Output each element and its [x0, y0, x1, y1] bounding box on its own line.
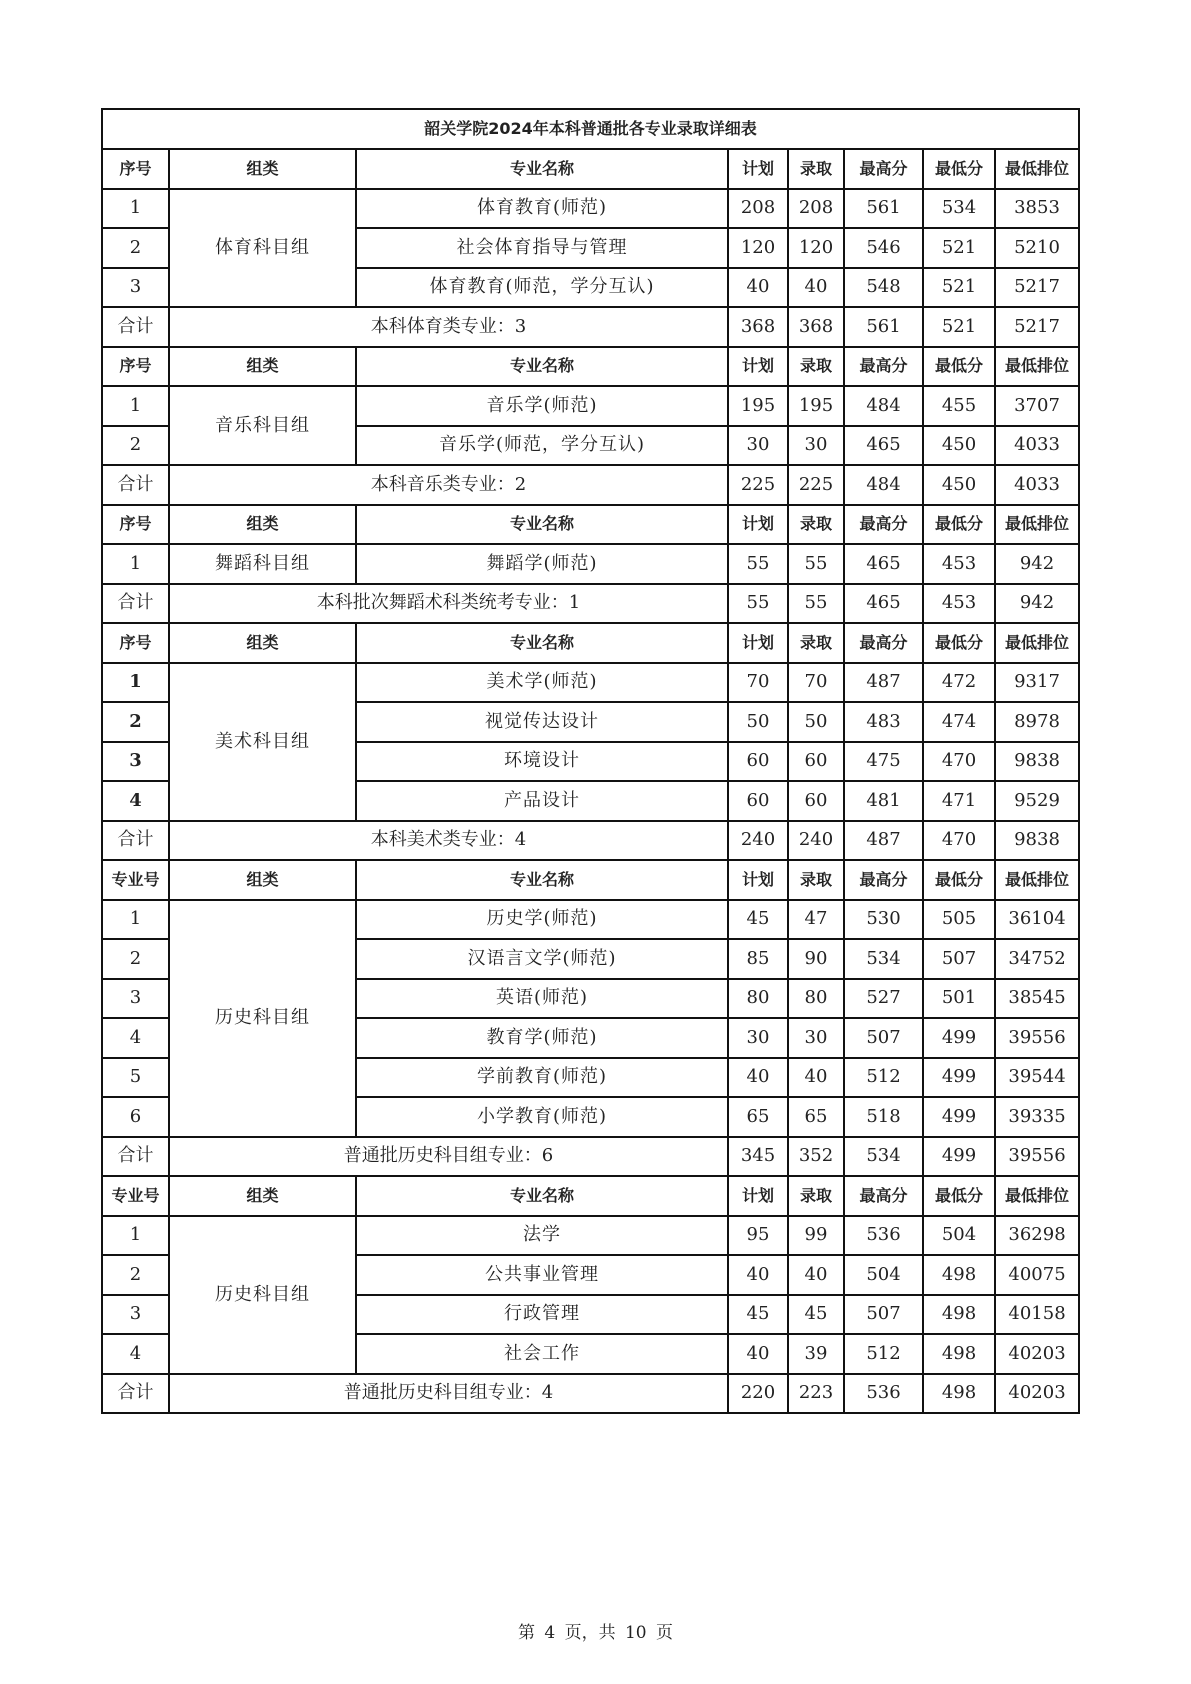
admit-header: 录取 — [788, 347, 844, 387]
row-number: 3 — [102, 1295, 169, 1335]
row-number: 1 — [102, 544, 169, 584]
major-name: 美术学(师范) — [356, 663, 728, 703]
plan-count: 30 — [728, 1018, 788, 1058]
row-number: 3 — [102, 268, 169, 308]
plan-header: 计划 — [728, 347, 788, 387]
min-rank: 5210 — [995, 228, 1079, 268]
row-number: 4 — [102, 1018, 169, 1058]
major-name: 历史学(师范) — [356, 900, 728, 940]
plan-count: 60 — [728, 742, 788, 782]
min-score: 507 — [923, 939, 995, 979]
total-max-score: 487 — [844, 821, 923, 861]
admit-count: 55 — [788, 544, 844, 584]
min-rank: 5217 — [995, 268, 1079, 308]
plan-count: 70 — [728, 663, 788, 703]
min-score: 501 — [923, 979, 995, 1019]
min-rank: 36104 — [995, 900, 1079, 940]
max-score: 481 — [844, 781, 923, 821]
plan-count: 85 — [728, 939, 788, 979]
admit-count: 40 — [788, 268, 844, 308]
total-plan: 240 — [728, 821, 788, 861]
total-description: 普通批历史科目组专业：6 — [169, 1137, 728, 1177]
table-title: 韶关学院2024年本科普通批各专业录取详细表 — [102, 109, 1079, 149]
min-score: 453 — [923, 544, 995, 584]
admit-count: 70 — [788, 663, 844, 703]
min-score: 474 — [923, 702, 995, 742]
min-score: 498 — [923, 1334, 995, 1374]
admit-count: 40 — [788, 1058, 844, 1098]
min-rank-header: 最低排位 — [995, 860, 1079, 900]
row-number: 2 — [102, 702, 169, 742]
total-admit: 368 — [788, 307, 844, 347]
plan-header: 计划 — [728, 149, 788, 189]
total-plan: 220 — [728, 1374, 788, 1414]
major-name: 学前教育(师范) — [356, 1058, 728, 1098]
min-rank: 38545 — [995, 979, 1079, 1019]
min-score-header: 最低分 — [923, 149, 995, 189]
group-name: 舞蹈科目组 — [169, 544, 356, 584]
min-rank: 39335 — [995, 1097, 1079, 1137]
min-score: 498 — [923, 1295, 995, 1335]
min-rank: 8978 — [995, 702, 1079, 742]
admit-header: 录取 — [788, 623, 844, 663]
max-score: 475 — [844, 742, 923, 782]
plan-header: 计划 — [728, 1176, 788, 1216]
table-row — [102, 900, 1079, 940]
total-description: 本科音乐类专业：2 — [169, 465, 728, 505]
min-rank: 34752 — [995, 939, 1079, 979]
major-name: 环境设计 — [356, 742, 728, 782]
plan-count: 55 — [728, 544, 788, 584]
min-score: 534 — [923, 189, 995, 229]
min-rank-header: 最低排位 — [995, 1176, 1079, 1216]
min-score: 504 — [923, 1216, 995, 1256]
max-score: 561 — [844, 189, 923, 229]
total-min-score: 521 — [923, 307, 995, 347]
row-number: 2 — [102, 426, 169, 466]
total-min-score: 498 — [923, 1374, 995, 1414]
major-name: 小学教育(师范) — [356, 1097, 728, 1137]
total-min-rank: 5217 — [995, 307, 1079, 347]
total-min-rank: 39556 — [995, 1137, 1079, 1177]
min-score: 498 — [923, 1255, 995, 1295]
min-score: 521 — [923, 268, 995, 308]
total-min-rank: 942 — [995, 584, 1079, 624]
group-header: 组类 — [169, 347, 356, 387]
max-score: 507 — [844, 1018, 923, 1058]
plan-count: 40 — [728, 1058, 788, 1098]
min-rank: 942 — [995, 544, 1079, 584]
min-rank: 39544 — [995, 1058, 1079, 1098]
min-rank: 3707 — [995, 386, 1079, 426]
min-score: 499 — [923, 1058, 995, 1098]
plan-count: 60 — [728, 781, 788, 821]
major-header: 专业名称 — [356, 347, 728, 387]
row-number: 4 — [102, 781, 169, 821]
max-score-header: 最高分 — [844, 149, 923, 189]
min-score-header: 最低分 — [923, 860, 995, 900]
admit-count: 208 — [788, 189, 844, 229]
total-admit: 223 — [788, 1374, 844, 1414]
min-rank-header: 最低排位 — [995, 623, 1079, 663]
major-name: 汉语言文学(师范) — [356, 939, 728, 979]
row-number: 1 — [102, 189, 169, 229]
min-rank: 4033 — [995, 426, 1079, 466]
min-rank-header: 最低排位 — [995, 347, 1079, 387]
total-min-rank: 9838 — [995, 821, 1079, 861]
plan-count: 45 — [728, 900, 788, 940]
plan-header: 计划 — [728, 505, 788, 545]
major-name: 教育学(师范) — [356, 1018, 728, 1058]
admit-count: 30 — [788, 1018, 844, 1058]
total-label: 合计 — [102, 1137, 169, 1177]
max-score: 527 — [844, 979, 923, 1019]
min-score-header: 最低分 — [923, 347, 995, 387]
total-row — [102, 1374, 1079, 1414]
min-score: 472 — [923, 663, 995, 703]
min-rank: 36298 — [995, 1216, 1079, 1256]
group-header: 组类 — [169, 149, 356, 189]
major-header: 专业名称 — [356, 860, 728, 900]
row-number: 1 — [102, 663, 169, 703]
max-score: 465 — [844, 426, 923, 466]
max-score: 512 — [844, 1058, 923, 1098]
total-plan: 368 — [728, 307, 788, 347]
plan-count: 30 — [728, 426, 788, 466]
admit-count: 30 — [788, 426, 844, 466]
plan-count: 65 — [728, 1097, 788, 1137]
admit-count: 65 — [788, 1097, 844, 1137]
major-name: 法学 — [356, 1216, 728, 1256]
total-label: 合计 — [102, 584, 169, 624]
plan-header: 计划 — [728, 623, 788, 663]
idx-header: 序号 — [102, 149, 169, 189]
major-header: 专业名称 — [356, 505, 728, 545]
total-plan: 225 — [728, 465, 788, 505]
total-row — [102, 465, 1079, 505]
group-name: 音乐科目组 — [169, 386, 356, 465]
major-name: 行政管理 — [356, 1295, 728, 1335]
max-score-header: 最高分 — [844, 347, 923, 387]
total-row — [102, 1137, 1079, 1177]
group-header: 组类 — [169, 623, 356, 663]
total-min-rank: 40203 — [995, 1374, 1079, 1414]
idx-header: 序号 — [102, 623, 169, 663]
min-rank: 39556 — [995, 1018, 1079, 1058]
max-score: 536 — [844, 1216, 923, 1256]
major-name: 音乐学(师范) — [356, 386, 728, 426]
row-number: 4 — [102, 1334, 169, 1374]
total-admit: 55 — [788, 584, 844, 624]
min-score: 450 — [923, 426, 995, 466]
total-min-score: 470 — [923, 821, 995, 861]
min-rank-header: 最低排位 — [995, 505, 1079, 545]
group-header: 组类 — [169, 1176, 356, 1216]
min-rank: 40075 — [995, 1255, 1079, 1295]
row-number: 5 — [102, 1058, 169, 1098]
max-score: 548 — [844, 268, 923, 308]
table-row — [102, 189, 1079, 229]
total-admit: 225 — [788, 465, 844, 505]
min-rank: 9317 — [995, 663, 1079, 703]
admit-count: 90 — [788, 939, 844, 979]
max-score: 465 — [844, 544, 923, 584]
major-name: 公共事业管理 — [356, 1255, 728, 1295]
total-min-score: 450 — [923, 465, 995, 505]
admit-count: 80 — [788, 979, 844, 1019]
plan-count: 40 — [728, 268, 788, 308]
admit-count: 47 — [788, 900, 844, 940]
row-number: 3 — [102, 979, 169, 1019]
min-rank-header: 最低排位 — [995, 149, 1079, 189]
min-rank: 9838 — [995, 742, 1079, 782]
major-name: 体育教育(师范，学分互认) — [356, 268, 728, 308]
min-score-header: 最低分 — [923, 1176, 995, 1216]
group-header: 组类 — [169, 860, 356, 900]
admit-count: 120 — [788, 228, 844, 268]
min-score: 471 — [923, 781, 995, 821]
admit-count: 40 — [788, 1255, 844, 1295]
max-score: 487 — [844, 663, 923, 703]
min-score: 455 — [923, 386, 995, 426]
total-row — [102, 821, 1079, 861]
idx-header: 专业号 — [102, 860, 169, 900]
row-number: 6 — [102, 1097, 169, 1137]
total-description: 本科批次舞蹈术科类统考专业：1 — [169, 584, 728, 624]
min-score: 521 — [923, 228, 995, 268]
page-number: 第 4 页，共 10 页 — [517, 1623, 674, 1643]
major-header: 专业名称 — [356, 623, 728, 663]
total-admit: 240 — [788, 821, 844, 861]
max-score: 518 — [844, 1097, 923, 1137]
plan-count: 208 — [728, 189, 788, 229]
min-score: 499 — [923, 1097, 995, 1137]
max-score: 530 — [844, 900, 923, 940]
admit-count: 60 — [788, 742, 844, 782]
group-name: 美术科目组 — [169, 663, 356, 821]
total-row — [102, 584, 1079, 624]
total-description: 本科美术类专业：4 — [169, 821, 728, 861]
table-row — [102, 1216, 1079, 1256]
min-score: 499 — [923, 1018, 995, 1058]
max-score: 512 — [844, 1334, 923, 1374]
admit-header: 录取 — [788, 505, 844, 545]
major-name: 视觉传达设计 — [356, 702, 728, 742]
max-score: 483 — [844, 702, 923, 742]
section-header-row — [102, 623, 1079, 663]
admit-count: 99 — [788, 1216, 844, 1256]
total-row — [102, 307, 1079, 347]
major-name: 音乐学(师范，学分互认) — [356, 426, 728, 466]
admit-header: 录取 — [788, 860, 844, 900]
table-row — [102, 386, 1079, 426]
row-number: 1 — [102, 386, 169, 426]
group-name: 历史科目组 — [169, 900, 356, 1137]
major-name: 体育教育(师范) — [356, 189, 728, 229]
admit-count: 45 — [788, 1295, 844, 1335]
table-row — [102, 544, 1079, 584]
max-score: 504 — [844, 1255, 923, 1295]
section-header-row — [102, 149, 1079, 189]
plan-count: 40 — [728, 1334, 788, 1374]
plan-count: 120 — [728, 228, 788, 268]
group-header: 组类 — [169, 505, 356, 545]
max-score: 534 — [844, 939, 923, 979]
total-description: 普通批历史科目组专业：4 — [169, 1374, 728, 1414]
total-label: 合计 — [102, 307, 169, 347]
table-row — [102, 663, 1079, 703]
idx-header: 序号 — [102, 505, 169, 545]
total-description: 本科体育类专业：3 — [169, 307, 728, 347]
section-header-row — [102, 347, 1079, 387]
total-plan: 345 — [728, 1137, 788, 1177]
group-name: 体育科目组 — [169, 189, 356, 308]
row-number: 3 — [102, 742, 169, 782]
admission-table — [101, 108, 1080, 1414]
plan-count: 45 — [728, 1295, 788, 1335]
min-score-header: 最低分 — [923, 623, 995, 663]
max-score: 507 — [844, 1295, 923, 1335]
group-name: 历史科目组 — [169, 1216, 356, 1374]
row-number: 2 — [102, 228, 169, 268]
max-score-header: 最高分 — [844, 860, 923, 900]
max-score-header: 最高分 — [844, 1176, 923, 1216]
total-label: 合计 — [102, 1374, 169, 1414]
admit-count: 39 — [788, 1334, 844, 1374]
min-rank: 40203 — [995, 1334, 1079, 1374]
max-score-header: 最高分 — [844, 623, 923, 663]
total-max-score: 465 — [844, 584, 923, 624]
max-score: 484 — [844, 386, 923, 426]
major-name: 英语(师范) — [356, 979, 728, 1019]
idx-header: 专业号 — [102, 1176, 169, 1216]
admit-count: 60 — [788, 781, 844, 821]
admit-count: 50 — [788, 702, 844, 742]
major-header: 专业名称 — [356, 1176, 728, 1216]
plan-count: 95 — [728, 1216, 788, 1256]
min-score-header: 最低分 — [923, 505, 995, 545]
section-header-row — [102, 505, 1079, 545]
max-score: 546 — [844, 228, 923, 268]
total-label: 合计 — [102, 465, 169, 505]
admit-header: 录取 — [788, 1176, 844, 1216]
row-number: 1 — [102, 900, 169, 940]
row-number: 1 — [102, 1216, 169, 1256]
total-min-score: 453 — [923, 584, 995, 624]
major-name: 社会工作 — [356, 1334, 728, 1374]
min-score: 505 — [923, 900, 995, 940]
min-rank: 9529 — [995, 781, 1079, 821]
idx-header: 序号 — [102, 347, 169, 387]
plan-count: 80 — [728, 979, 788, 1019]
total-label: 合计 — [102, 821, 169, 861]
total-max-score: 484 — [844, 465, 923, 505]
total-plan: 55 — [728, 584, 788, 624]
row-number: 2 — [102, 939, 169, 979]
section-header-row — [102, 860, 1079, 900]
total-max-score: 561 — [844, 307, 923, 347]
max-score-header: 最高分 — [844, 505, 923, 545]
total-max-score: 534 — [844, 1137, 923, 1177]
section-header-row — [102, 1176, 1079, 1216]
plan-count: 40 — [728, 1255, 788, 1295]
major-name: 产品设计 — [356, 781, 728, 821]
major-header: 专业名称 — [356, 149, 728, 189]
total-max-score: 536 — [844, 1374, 923, 1414]
plan-count: 195 — [728, 386, 788, 426]
admit-count: 195 — [788, 386, 844, 426]
min-rank: 40158 — [995, 1295, 1079, 1335]
min-rank: 3853 — [995, 189, 1079, 229]
plan-header: 计划 — [728, 860, 788, 900]
total-min-rank: 4033 — [995, 465, 1079, 505]
total-admit: 352 — [788, 1137, 844, 1177]
min-score: 470 — [923, 742, 995, 782]
row-number: 2 — [102, 1255, 169, 1295]
total-min-score: 499 — [923, 1137, 995, 1177]
major-name: 舞蹈学(师范) — [356, 544, 728, 584]
major-name: 社会体育指导与管理 — [356, 228, 728, 268]
admit-header: 录取 — [788, 149, 844, 189]
plan-count: 50 — [728, 702, 788, 742]
